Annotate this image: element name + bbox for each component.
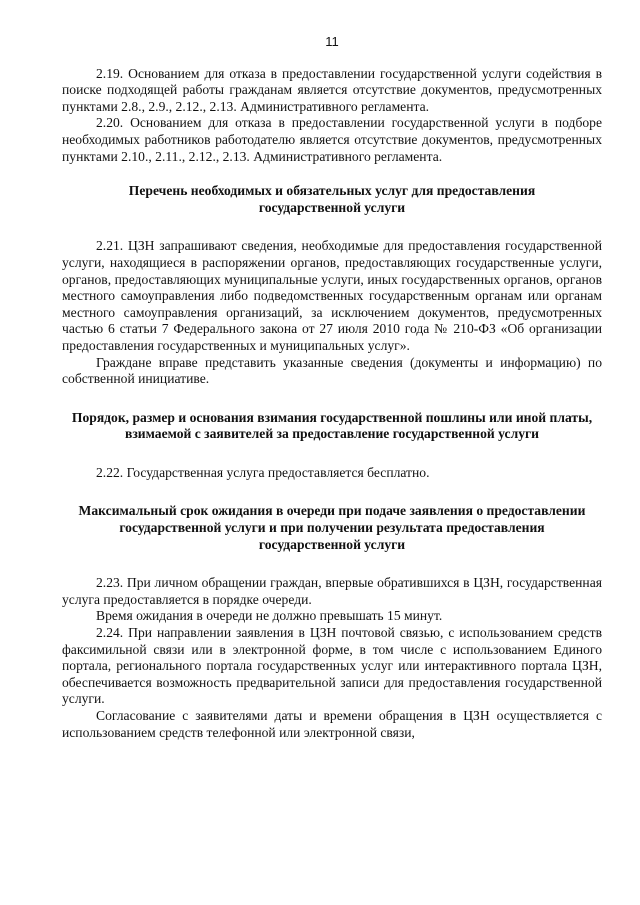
page-number: 11 bbox=[325, 34, 339, 49]
spacer bbox=[62, 388, 602, 410]
paragraph-2-21: 2.21. ЦЗН запрашивают сведения, необходимые для предоставления государственной услуги, находящиеся в распоряжении органов, предоставляющих государственные услуги, органов, предоставляющих муниципальные услуги, иных государственных органов, органов местного самоуправления либо подведомственных государственным органам или органам местного самоуправления организаций, за исключением документов, предусмотренных частью 6 статьи 7 Федерального закона от 27 июля 2010 года № 210-ФЗ «Об организации предоставления государственных и муниципальных услуг». bbox=[62, 238, 602, 353]
spacer bbox=[62, 165, 602, 183]
spacer bbox=[62, 481, 602, 503]
paragraph-2-23-wait: Время ожидания в очереди не должно превышать 15 минут. bbox=[96, 608, 443, 624]
paragraph-2-21-citizens: Граждане вправе представить указанные сведения (документы и информацию) по собственной инициативе. bbox=[62, 354, 602, 387]
paragraph-2-24-agreement: Согласование с заявителями даты и времени обращения в ЦЗН осуществляется с использованием средств телефонной или электронной связи, bbox=[62, 708, 602, 740]
spacer bbox=[62, 553, 602, 575]
heading-waiting-time: Максимальный срок ожидания в очереди при подаче заявления о предоставлении государственной услуги и при получении результата предоставления государственной услуги bbox=[78, 503, 586, 552]
heading-required-services: Перечень необходимых и обязательных услуг для предоставления государственной услуги bbox=[128, 183, 536, 215]
paragraph-2-22: 2.22. Государственная услуга предоставляется бесплатно. bbox=[96, 464, 430, 480]
spacer bbox=[62, 443, 602, 465]
paragraph-2-19: 2.19. Основанием для отказа в предоставлении государственной услуги содействия в поиске подходящей работы гражданам является отсутствие документов, предусмотренных пунктами 2.8., 2.9., 2.12., 2.13. Административного регламента. bbox=[62, 65, 602, 114]
paragraph-2-23: 2.23. При личном обращении граждан, впервые обратившихся в ЦЗН, государственная услуга предоставляется в порядке очереди. bbox=[62, 575, 602, 607]
paragraph-2-20: 2.20. Основанием для отказа в предоставлении государственной услуги в подборе необходимых работников работодателю является отсутствие документов, предусмотренных пунктами 2.10., 2.11., 2.12., 2.13. Административного регламента. bbox=[62, 115, 602, 164]
paragraph-2-24: 2.24. При направлении заявления в ЦЗН почтовой связью, с использованием средств факсимильной связи или в электронной форме, в том числе с использованием Единого портала, регионального портала государственных услуг или интерактивного портала ЦЗН, обеспечивается возможность предварительной записи для предоставления государственной услуги. bbox=[62, 625, 602, 707]
spacer bbox=[62, 216, 602, 238]
heading-fee: Порядок, размер и основания взимания государственной пошлины или иной платы, взимаемой с заявителей за предоставление государственной услуги bbox=[71, 409, 593, 442]
